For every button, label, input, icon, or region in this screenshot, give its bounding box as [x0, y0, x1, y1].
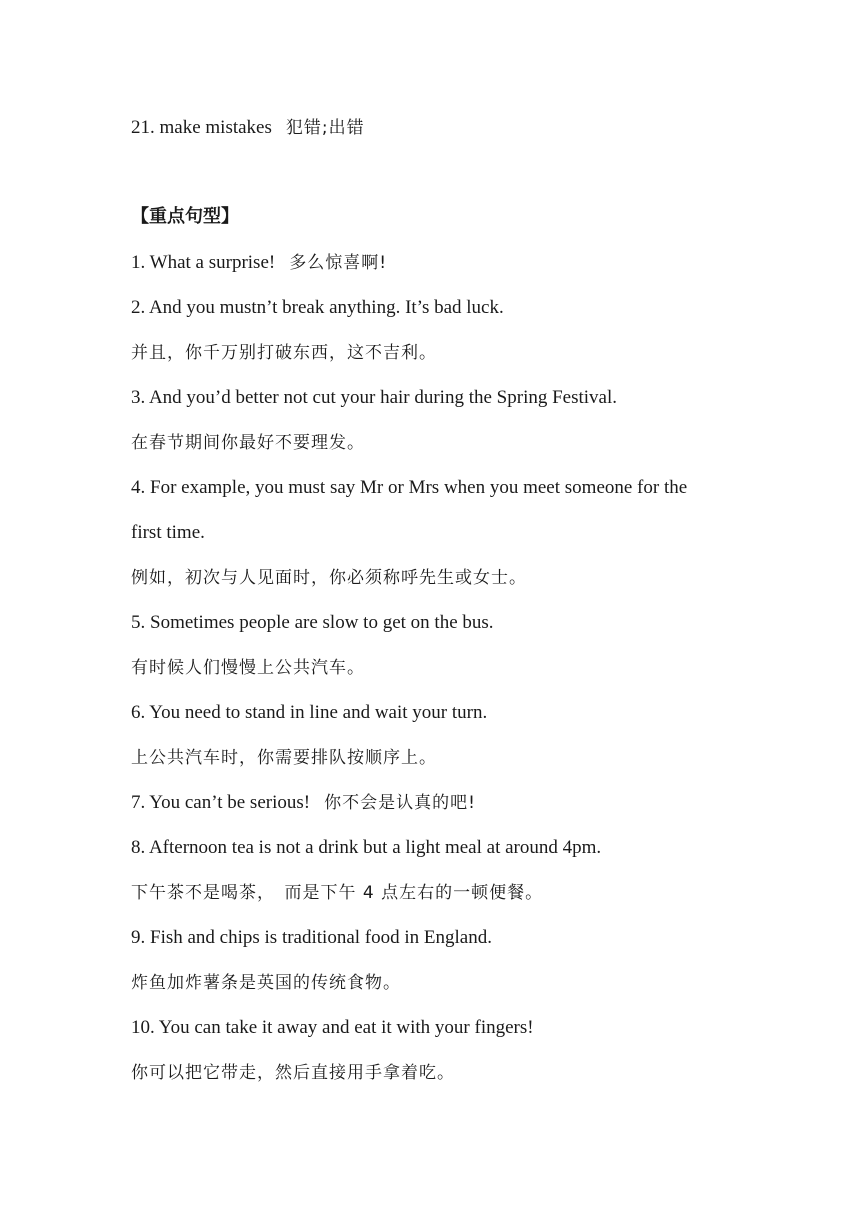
vocab-item-21: [131, 116, 365, 140]
vocab-item-21-chinese: 犯错;出错: [285, 118, 365, 138]
sentence-7-english: 7. You can’t be serious!: [131, 792, 311, 813]
sentence-7: [131, 791, 476, 815]
sentence-2-chinese: 并且，你千万别打破东西，这不吉利。: [131, 343, 437, 363]
sentence-1-english: 1. What a surprise!: [131, 252, 276, 273]
sentence-4-english-continued: first time.: [131, 522, 205, 543]
sentence-10-chinese: 你可以把它带走，然后直接用手拿着吃。: [131, 1063, 455, 1083]
section-title: 【重点句型】: [131, 206, 239, 227]
sentence-1: [131, 251, 387, 275]
sentence-2-english: 2. And you mustn’t break anything. It’s bad luck.: [131, 297, 504, 318]
sentence-4-english: 4. For example, you must say Mr or Mrs when you meet someone for the: [131, 477, 688, 498]
sentence-3-english: 3. And you’d better not cut your hair during the Spring Festival.: [131, 387, 618, 408]
sentence-9-chinese: 炸鱼加炸薯条是英国的传统食物。: [131, 973, 401, 993]
sentence-5-english: 5. Sometimes people are slow to get on the bus.: [131, 612, 494, 633]
sentence-8-chinese: 下午茶不是喝茶， 而是下午 4 点左右的一顿便餐。: [131, 883, 544, 903]
sentence-9-english: 9. Fish and chips is traditional food in England.: [131, 927, 492, 948]
sentence-6-chinese: 上公共汽车时，你需要排队按顺序上。: [131, 748, 437, 768]
sentence-3-chinese: 在春节期间你最好不要理发。: [131, 433, 365, 453]
sentence-1-chinese: 多么惊喜啊!: [289, 253, 388, 273]
sentence-5-chinese: 有时候人们慢慢上公共汽车。: [131, 658, 365, 678]
sentence-10-english: 10. You can take it away and eat it with your fingers!: [131, 1017, 534, 1038]
sentence-8-english: 8. Afternoon tea is not a drink but a light meal at around 4pm.: [131, 837, 602, 858]
sentence-7-chinese: 你不会是认真的吧!: [324, 793, 476, 813]
sentence-4-chinese: 例如，初次与人见面时，你必须称呼先生或女士。: [131, 568, 527, 588]
sentence-6-english: 6. You need to stand in line and wait your turn.: [131, 702, 488, 723]
vocab-item-21-english: 21. make mistakes: [131, 117, 272, 138]
